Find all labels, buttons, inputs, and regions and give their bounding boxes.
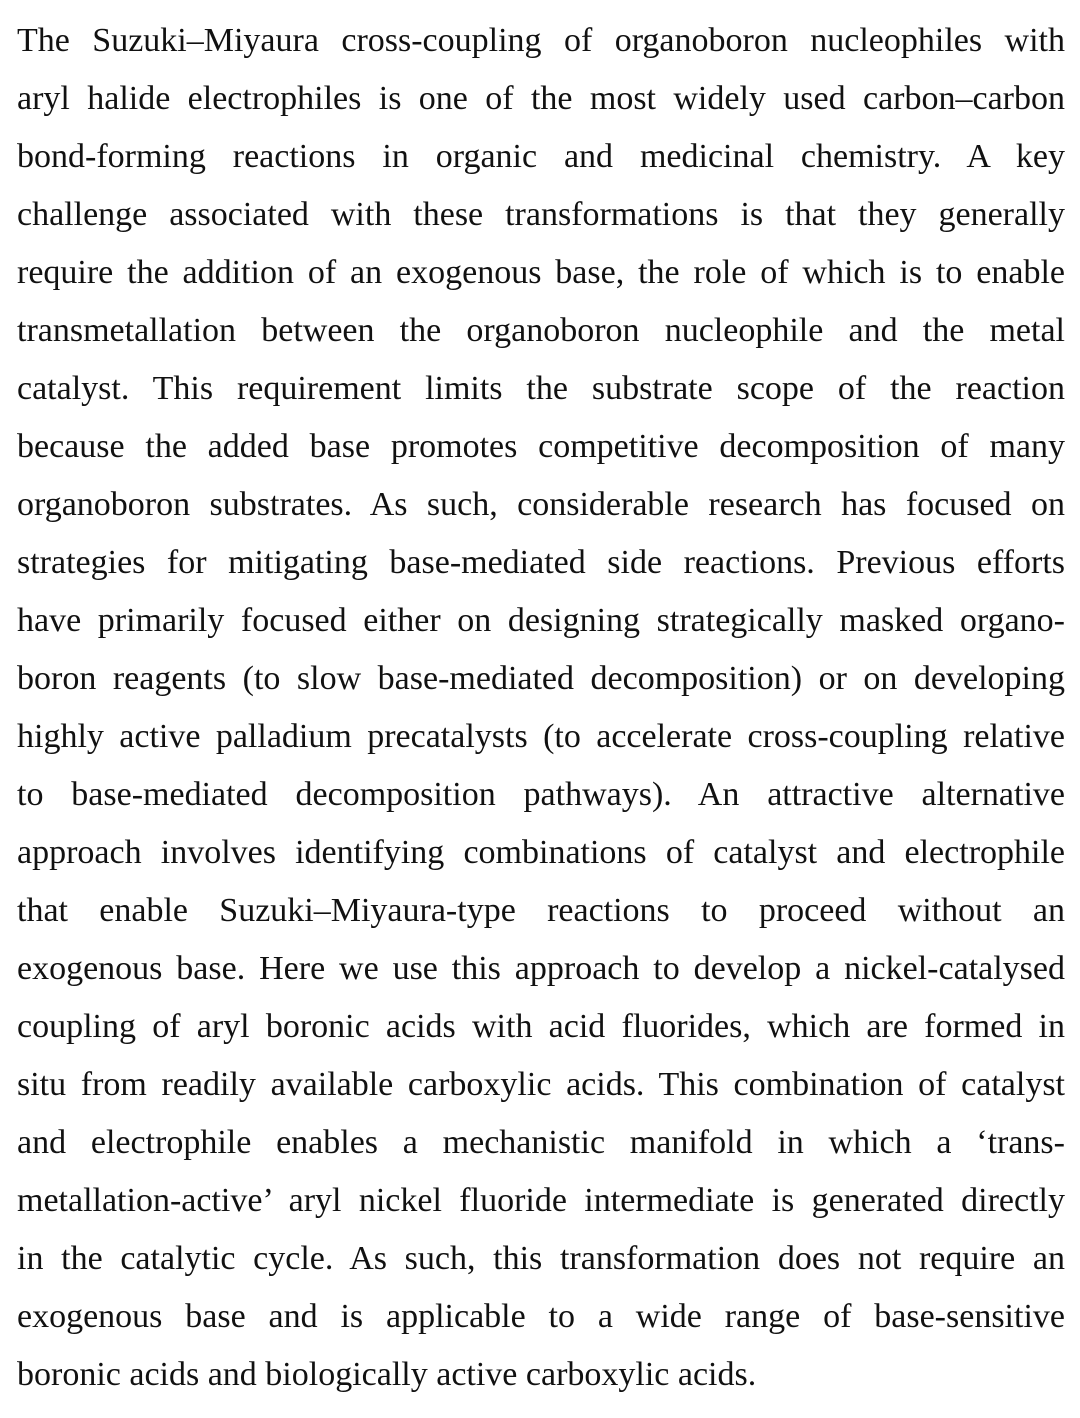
paragraph-line-22: in the catalytic cycle. As such, this transformation does not require an bbox=[17, 1240, 1065, 1277]
paragraph-line-1: The Suzuki–Miyaura cross-coupling of organoboron nucleophiles with bbox=[17, 22, 1065, 59]
paragraph-line-13: highly active palladium precatalysts (to accelerate cross-coupling relative bbox=[17, 718, 1065, 755]
abstract-paragraph bbox=[17, 12, 1065, 1404]
paragraph-line-19: situ from readily available carboxylic acids. This combination of catalyst bbox=[17, 1066, 1065, 1103]
paragraph-line-2: aryl halide electrophiles is one of the most widely used carbon–carbon bbox=[17, 80, 1065, 117]
paragraph-line-10: strategies for mitigating base-mediated side reactions. Previous efforts bbox=[17, 544, 1065, 581]
paragraph-line-16: that enable Suzuki–Miyaura-type reactions to proceed without an bbox=[17, 892, 1065, 929]
paragraph-line-9: organoboron substrates. As such, considerable research has focused on bbox=[17, 486, 1065, 523]
paragraph-line-23: exogenous base and is applicable to a wide range of base-sensitive bbox=[17, 1298, 1065, 1335]
paragraph-line-12: boron reagents (to slow base-mediated decomposition) or on developing bbox=[17, 660, 1065, 697]
paragraph-line-17: exogenous base. Here we use this approach to develop a nickel-catalysed bbox=[17, 950, 1065, 987]
paragraph-line-6: transmetallation between the organoboron nucleophile and the metal bbox=[17, 312, 1065, 349]
paragraph-line-18: coupling of aryl boronic acids with acid fluorides, which are formed in bbox=[17, 1008, 1065, 1045]
paragraph-line-7: catalyst. This requirement limits the substrate scope of the reaction bbox=[17, 370, 1065, 407]
paragraph-line-3: bond-forming reactions in organic and medicinal chemistry. A key bbox=[17, 138, 1065, 175]
paragraph-line-21: metallation-active’ aryl nickel fluoride intermediate is generated directly bbox=[17, 1182, 1065, 1219]
paragraph-line-20: and electrophile enables a mechanistic manifold in which a ‘trans- bbox=[17, 1124, 1065, 1161]
paragraph-line-24: boronic acids and biologically active carboxylic acids. bbox=[17, 1356, 757, 1393]
paragraph-line-15: approach involves identifying combinations of catalyst and electrophile bbox=[17, 834, 1065, 871]
paragraph-line-14: to base-mediated decomposition pathways). An attractive alternative bbox=[17, 776, 1065, 813]
paragraph-line-11: have primarily focused either on designing strategically masked organo- bbox=[17, 602, 1065, 639]
paragraph-line-8: because the added base promotes competitive decomposition of many bbox=[17, 428, 1065, 465]
paragraph-line-4: challenge associated with these transformations is that they generally bbox=[17, 196, 1065, 233]
paragraph-line-5: require the addition of an exogenous base, the role of which is to enable bbox=[17, 254, 1065, 291]
